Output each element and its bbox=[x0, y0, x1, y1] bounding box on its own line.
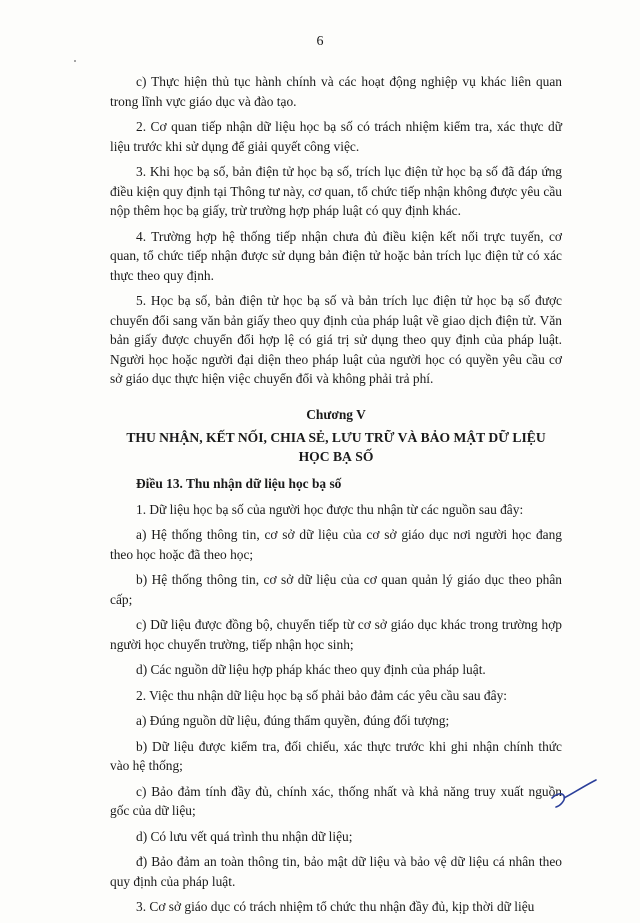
scan-speck bbox=[74, 60, 76, 62]
chapter-title-line: HỌC BẠ SỐ bbox=[298, 449, 374, 464]
chapter-title-line: THU NHẬN, KẾT NỐI, CHIA SẺ, LƯU TRỮ VÀ BẢO MẬT DỮ LIỆU bbox=[126, 430, 546, 445]
paragraph: d) Có lưu vết quá trình thu nhận dữ liệu; bbox=[136, 828, 353, 844]
paragraph: 2. Việc thu nhận dữ liệu học bạ số phải bảo đảm các yêu cầu sau đây: bbox=[136, 687, 507, 703]
paragraph: 3. Khi học bạ số, bản điện tử học bạ số, trích lục điện tử học bạ số đã đáp ứng điều kiện quy định tại Thông tư này, cơ quan, tổ chức tiếp nhận không được yêu cầu nộp thêm học bạ giấy, trừ trường hợp pháp luật có quy định khác. bbox=[110, 164, 562, 218]
paragraph: d) Các nguồn dữ liệu hợp pháp khác theo quy định của pháp luật. bbox=[136, 662, 486, 677]
paragraph: 1. Dữ liệu học bạ số của người học được thu nhận từ các nguồn sau đây: bbox=[136, 501, 524, 517]
article-title: Điều 13. Thu nhận dữ liệu học bạ số bbox=[136, 476, 342, 491]
paragraph: c) Dữ liệu được đồng bộ, chuyển tiếp từ cơ sở giáo dục khác trong trường hợp người học chuyển trường, tiếp nhận học sinh; bbox=[110, 617, 562, 652]
paragraph: b) Hệ thống thông tin, cơ sở dữ liệu của cơ quan quản lý giáo dục theo phân cấp; bbox=[110, 572, 562, 607]
chapter-title bbox=[110, 428, 562, 466]
paragraph: đ) Bảo đảm an toàn thông tin, bảo mật dữ liệu và bảo vệ dữ liệu cá nhân theo quy định của pháp luật. bbox=[110, 854, 562, 889]
paragraph: 3. Cơ sở giáo dục có trách nhiệm tổ chức thu nhận đầy đủ, kịp thời dữ liệu bbox=[136, 899, 535, 914]
paragraph: c) Bảo đảm tính đầy đủ, chính xác, thống nhất và khả năng truy xuất nguồn gốc của dữ liệu; bbox=[110, 783, 562, 818]
paragraph: 4. Trường hợp hệ thống tiếp nhận chưa đủ điều kiện kết nối trực tuyến, cơ quan, tổ chức tiếp nhận được sử dụng bản điện tử hoặc bản trích lục điện tử có xác thực theo quy định. bbox=[110, 228, 562, 283]
initial-signature-mark bbox=[542, 776, 598, 810]
paragraph: b) Dữ liệu được kiểm tra, đối chiếu, xác thực trước khi ghi nhận chính thức vào hệ thống; bbox=[110, 738, 562, 773]
paragraph: 2. Cơ quan tiếp nhận dữ liệu học bạ số có trách nhiệm kiểm tra, xác thực dữ liệu trước khi sử dụng để giải quyết công việc. bbox=[110, 119, 562, 154]
paragraph: a) Đúng nguồn dữ liệu, đúng thẩm quyền, đúng đối tượng; bbox=[136, 713, 450, 728]
document-body bbox=[110, 72, 562, 923]
paragraph: c) Thực hiện thủ tục hành chính và các hoạt động nghiệp vụ khác liên quan trong lĩnh vực giáo dục và đào tạo. bbox=[110, 74, 562, 109]
chapter-label: Chương V bbox=[306, 406, 366, 422]
paragraph: 5. Học bạ số, bản điện tử học bạ số và bản trích lục điện tử học bạ số được chuyển đổi sang văn bản giấy theo quy định của pháp luật về giao dịch điện tử. Văn bản giấy được chuyển đổi hợp lệ có giá trị sử dụng theo quy định của pháp luật. Người học hoặc người đại diện theo pháp luật của người học có quyền yêu cầu cơ sở giáo dục thực hiện việc chuyển đổi và không phải trả phí. bbox=[110, 293, 562, 386]
page-number: 6 bbox=[316, 34, 324, 49]
paragraph: a) Hệ thống thông tin, cơ sở dữ liệu của cơ sở giáo dục nơi người học đang theo học hoặc đã theo học; bbox=[110, 527, 562, 562]
